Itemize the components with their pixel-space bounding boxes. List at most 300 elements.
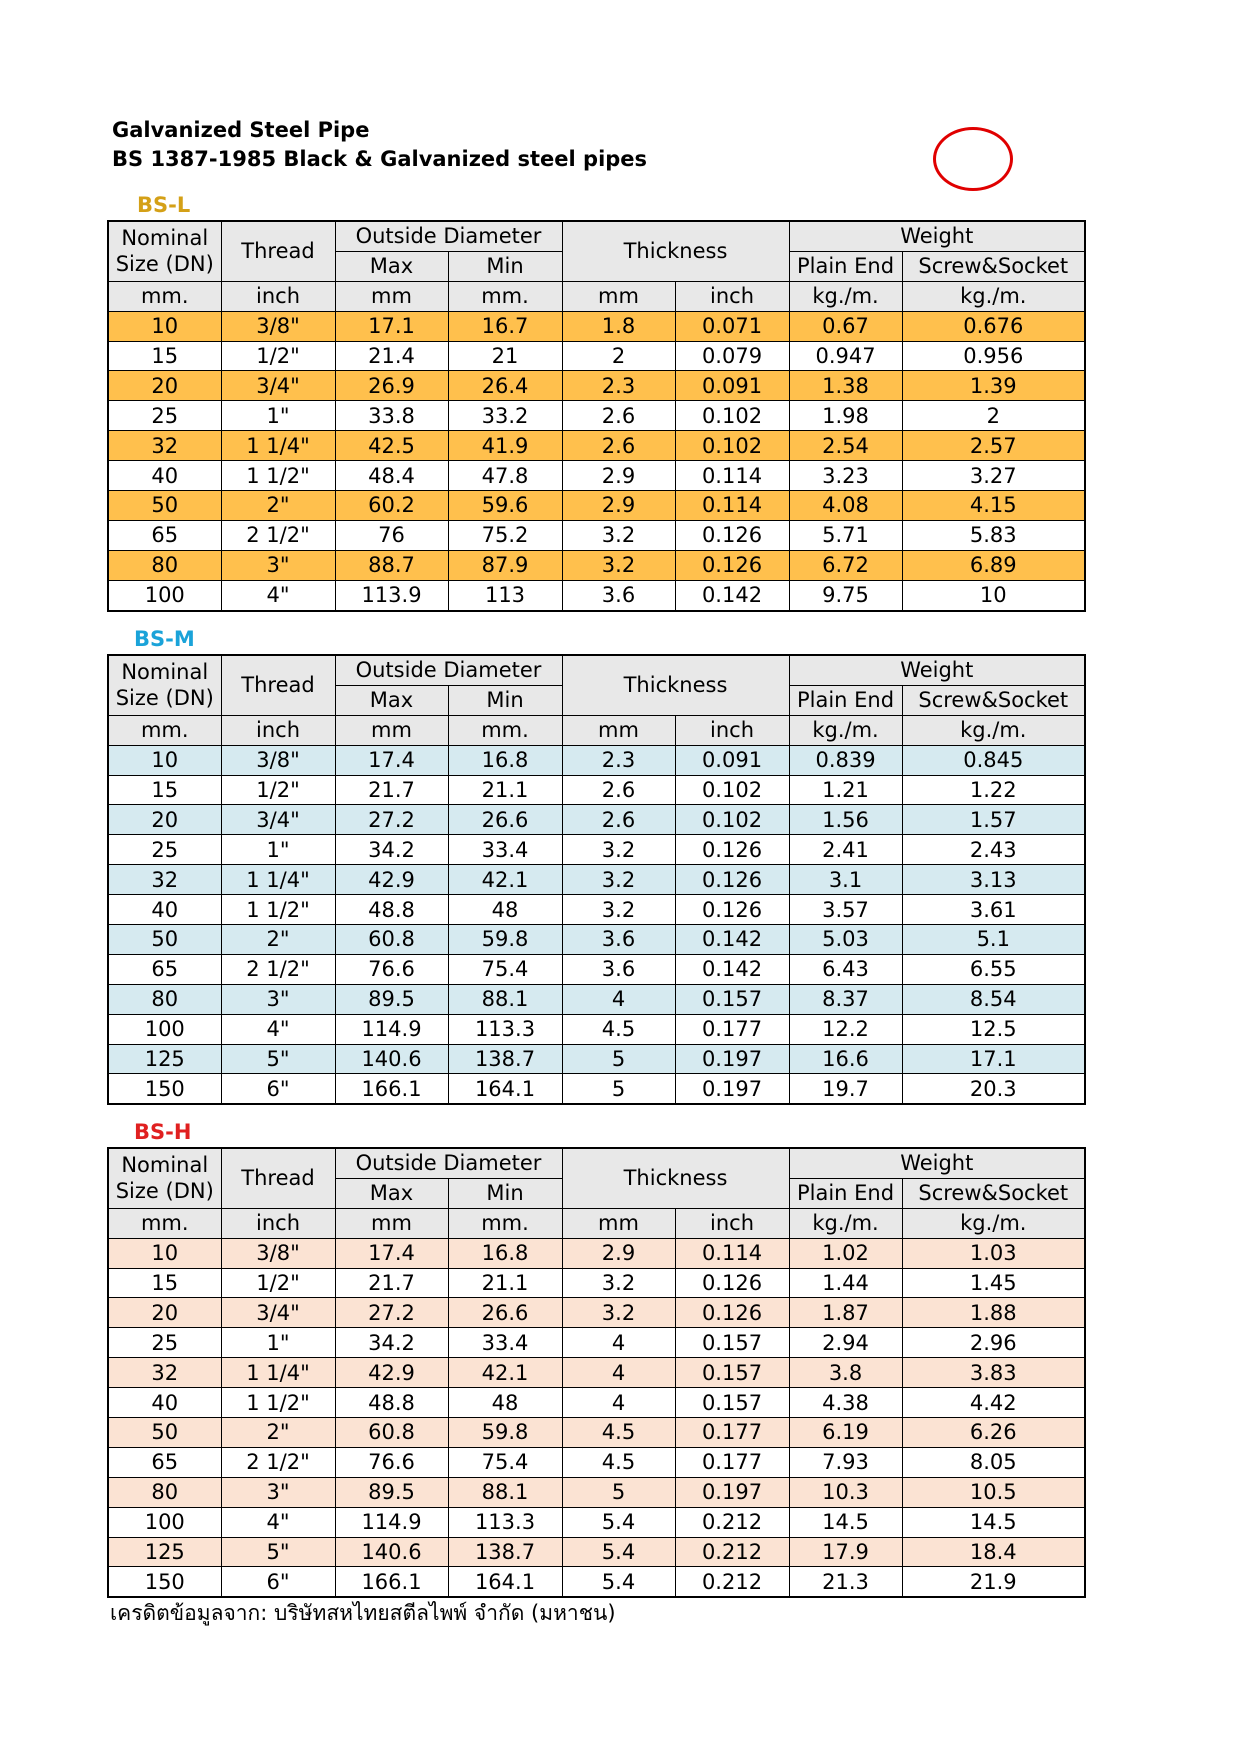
unit-cell: mm. [448, 1208, 562, 1238]
table-cell: 3.2 [562, 520, 675, 550]
table-cell: 3.2 [562, 550, 675, 580]
table-cell: 164.1 [448, 1567, 562, 1597]
table-cell: 2.9 [562, 461, 675, 491]
table-cell: 1.57 [902, 805, 1085, 835]
header-thickness: Thickness [562, 655, 789, 715]
table-row [108, 835, 1085, 865]
unit-cell: kg./m. [902, 715, 1085, 745]
table-cell: 100 [108, 1014, 221, 1044]
unit-cell: kg./m. [902, 1208, 1085, 1238]
table-cell: 2.96 [902, 1328, 1085, 1358]
table-cell: 3.8 [789, 1358, 902, 1388]
table-cell: 3.6 [562, 954, 675, 984]
table-cell: 2.3 [562, 371, 675, 401]
table-cell: 0.197 [675, 1044, 789, 1074]
table-cell: 1" [221, 835, 335, 865]
table-cell: 50 [108, 925, 221, 955]
table-cell: 3" [221, 550, 335, 580]
table-cell: 41.9 [448, 431, 562, 461]
table-row [108, 311, 1085, 341]
table-cell: 2" [221, 1418, 335, 1448]
table-cell: 75.4 [448, 954, 562, 984]
table-cell: 0.126 [675, 520, 789, 550]
table-row [108, 1014, 1085, 1044]
table-cell: 1.45 [902, 1268, 1085, 1298]
table-row [108, 341, 1085, 371]
table-cell: 8.37 [789, 984, 902, 1014]
table-cell: 5 [562, 1074, 675, 1104]
table-cell: 59.6 [448, 491, 562, 521]
table-cell: 0.839 [789, 745, 902, 775]
table-cell: 15 [108, 775, 221, 805]
table-cell: 2 [902, 401, 1085, 431]
table-cell: 1" [221, 1328, 335, 1358]
table-cell: 32 [108, 431, 221, 461]
header-weight: Weight [789, 655, 1085, 685]
table-cell: 0.142 [675, 580, 789, 610]
table-cell: 4" [221, 580, 335, 610]
header-screw-socket: Screw&Socket [902, 251, 1085, 281]
table-cell: 125 [108, 1537, 221, 1567]
unit-cell: mm [562, 715, 675, 745]
table-row [108, 461, 1085, 491]
table-cell: 16.8 [448, 745, 562, 775]
table-cell: 48 [448, 895, 562, 925]
table-cell: 20 [108, 1298, 221, 1328]
table-cell: 6.55 [902, 954, 1085, 984]
table-row [108, 1418, 1085, 1448]
table-cell: 8.05 [902, 1447, 1085, 1477]
table-row [108, 745, 1085, 775]
table-cell: 100 [108, 1507, 221, 1537]
table-cell: 5.1 [902, 925, 1085, 955]
table-cell: 150 [108, 1074, 221, 1104]
table-cell: 0.212 [675, 1537, 789, 1567]
table-cell: 17.4 [335, 745, 448, 775]
table-row [108, 865, 1085, 895]
table-cell: 6.26 [902, 1418, 1085, 1448]
red-circle-annotation [933, 127, 1013, 191]
table-cell: 19.7 [789, 1074, 902, 1104]
header-nominal-size [108, 655, 221, 715]
header-size-dn-label: Size (DN) [115, 1179, 214, 1204]
table-cell: 6" [221, 1567, 335, 1597]
table-cell: 125 [108, 1044, 221, 1074]
table-cell: 76.6 [335, 1447, 448, 1477]
table-cell: 88.1 [448, 1477, 562, 1507]
unit-cell: mm. [108, 715, 221, 745]
table-cell: 2.43 [902, 835, 1085, 865]
table-row [108, 1567, 1085, 1597]
table-cell: 10 [902, 580, 1085, 610]
table-cell: 50 [108, 1418, 221, 1448]
table-cell: 0.197 [675, 1074, 789, 1104]
table-row [108, 1537, 1085, 1567]
table-cell: 5" [221, 1537, 335, 1567]
table-cell: 0.845 [902, 745, 1085, 775]
table-row [108, 984, 1085, 1014]
unit-cell: mm [562, 1208, 675, 1238]
table-cell: 75.4 [448, 1447, 562, 1477]
table-cell: 17.9 [789, 1537, 902, 1567]
table-cell: 14.5 [902, 1507, 1085, 1537]
table-cell: 0.676 [902, 311, 1085, 341]
table-cell: 0.126 [675, 895, 789, 925]
table-cell: 76.6 [335, 954, 448, 984]
table-cell: 1 1/2" [221, 895, 335, 925]
table-cell: 4 [562, 1388, 675, 1418]
table-cell: 3/8" [221, 1238, 335, 1268]
table-cell: 42.5 [335, 431, 448, 461]
table-cell: 0.102 [675, 805, 789, 835]
table-cell: 0.126 [675, 1298, 789, 1328]
table-cell: 138.7 [448, 1537, 562, 1567]
table-cell: 33.4 [448, 835, 562, 865]
table-cell: 3/4" [221, 371, 335, 401]
header-size-dn-label: Size (DN) [115, 686, 214, 711]
table-cell: 3.23 [789, 461, 902, 491]
table-cell: 3/4" [221, 805, 335, 835]
table-cell: 4" [221, 1507, 335, 1537]
table-cell: 1.87 [789, 1298, 902, 1328]
unit-cell: mm. [448, 281, 562, 311]
table-cell: 1.02 [789, 1238, 902, 1268]
section-label-bs-h: BS-H [134, 1120, 192, 1144]
table-cell: 2.94 [789, 1328, 902, 1358]
header-row [108, 221, 1085, 251]
table-cell: 88.7 [335, 550, 448, 580]
table-cell: 3.6 [562, 925, 675, 955]
unit-cell: mm [335, 1208, 448, 1238]
table-cell: 1.98 [789, 401, 902, 431]
table-cell: 1 1/4" [221, 431, 335, 461]
table-cell: 114.9 [335, 1507, 448, 1537]
table-cell: 42.1 [448, 865, 562, 895]
table-cell: 25 [108, 1328, 221, 1358]
table-row [108, 954, 1085, 984]
table-cell: 10 [108, 311, 221, 341]
table-cell: 21.1 [448, 775, 562, 805]
units-row [108, 1208, 1085, 1238]
unit-cell: inch [675, 281, 789, 311]
table-cell: 4 [562, 984, 675, 1014]
table-row [108, 520, 1085, 550]
table-cell: 113 [448, 580, 562, 610]
table-cell: 4" [221, 1014, 335, 1044]
table-cell: 80 [108, 550, 221, 580]
unit-cell: mm. [108, 1208, 221, 1238]
table-cell: 48 [448, 1388, 562, 1418]
table-row [108, 550, 1085, 580]
table-cell: 2.6 [562, 431, 675, 461]
table-row [108, 1268, 1085, 1298]
table-cell: 16.7 [448, 311, 562, 341]
table-cell: 5.4 [562, 1507, 675, 1537]
unit-cell: inch [675, 1208, 789, 1238]
table-cell: 0.177 [675, 1014, 789, 1044]
table-cell: 40 [108, 461, 221, 491]
table-cell: 1.22 [902, 775, 1085, 805]
table-cell: 21.1 [448, 1268, 562, 1298]
unit-cell: inch [675, 715, 789, 745]
table-cell: 42.9 [335, 1358, 448, 1388]
header-nominal-label: Nominal [121, 1153, 209, 1178]
table-cell: 3" [221, 1477, 335, 1507]
table-cell: 0.67 [789, 311, 902, 341]
header-nominal-label: Nominal [121, 226, 209, 251]
table-cell: 5.4 [562, 1567, 675, 1597]
table-cell: 4.08 [789, 491, 902, 521]
table-cell: 12.5 [902, 1014, 1085, 1044]
table-cell: 0.102 [675, 431, 789, 461]
table-bs-m [107, 654, 1086, 1105]
table-cell: 2" [221, 925, 335, 955]
table-cell: 7.93 [789, 1447, 902, 1477]
table-cell: 15 [108, 1268, 221, 1298]
table-cell: 0.114 [675, 461, 789, 491]
table-cell: 65 [108, 1447, 221, 1477]
header-row [108, 1148, 1085, 1178]
header-outside-diameter: Outside Diameter [335, 1148, 562, 1178]
table-cell: 2 [562, 341, 675, 371]
table-cell: 18.4 [902, 1537, 1085, 1567]
table-cell: 6" [221, 1074, 335, 1104]
table-cell: 6.43 [789, 954, 902, 984]
table-cell: 6.19 [789, 1418, 902, 1448]
table-cell: 3.2 [562, 865, 675, 895]
header-min: Min [448, 1178, 562, 1208]
header-max: Max [335, 1178, 448, 1208]
table-cell: 65 [108, 520, 221, 550]
table-row [108, 895, 1085, 925]
table-cell: 17.4 [335, 1238, 448, 1268]
table-cell: 34.2 [335, 835, 448, 865]
table-cell: 6.72 [789, 550, 902, 580]
table-cell: 3/4" [221, 1298, 335, 1328]
table-cell: 0.177 [675, 1418, 789, 1448]
table-cell: 25 [108, 401, 221, 431]
table-cell: 1 1/2" [221, 461, 335, 491]
document-title: Galvanized Steel Pipe [112, 118, 370, 142]
table-cell: 138.7 [448, 1044, 562, 1074]
table-cell: 21.4 [335, 341, 448, 371]
unit-cell: kg./m. [902, 281, 1085, 311]
table-bs-l [107, 220, 1086, 612]
table-cell: 0.212 [675, 1567, 789, 1597]
table-cell: 48.8 [335, 1388, 448, 1418]
table-cell: 2.57 [902, 431, 1085, 461]
table-cell: 3.2 [562, 1298, 675, 1328]
table-cell: 140.6 [335, 1537, 448, 1567]
table-cell: 27.2 [335, 805, 448, 835]
unit-cell: kg./m. [789, 1208, 902, 1238]
table-cell: 50 [108, 491, 221, 521]
table-row [108, 371, 1085, 401]
table-cell: 2 1/2" [221, 520, 335, 550]
table-bs-h [107, 1147, 1086, 1598]
header-max: Max [335, 685, 448, 715]
header-row [108, 655, 1085, 685]
table-cell: 4.5 [562, 1418, 675, 1448]
table-cell: 5.83 [902, 520, 1085, 550]
table-cell: 2.9 [562, 491, 675, 521]
table-cell: 60.8 [335, 925, 448, 955]
table-cell: 4.5 [562, 1014, 675, 1044]
table-row [108, 1358, 1085, 1388]
table-row [108, 1507, 1085, 1537]
table-cell: 26.6 [448, 805, 562, 835]
section-label-bs-m: BS-M [134, 627, 195, 651]
table-cell: 10 [108, 745, 221, 775]
table-cell: 1.44 [789, 1268, 902, 1298]
table-cell: 164.1 [448, 1074, 562, 1104]
unit-cell: mm. [108, 281, 221, 311]
table-cell: 26.4 [448, 371, 562, 401]
table-row [108, 925, 1085, 955]
table-cell: 3.83 [902, 1358, 1085, 1388]
table-cell: 14.5 [789, 1507, 902, 1537]
table-row [108, 1044, 1085, 1074]
table-row [108, 431, 1085, 461]
table-cell: 166.1 [335, 1567, 448, 1597]
table-row [108, 1238, 1085, 1268]
header-nominal-size [108, 221, 221, 281]
table-cell: 0.197 [675, 1477, 789, 1507]
table-cell: 1 1/4" [221, 865, 335, 895]
table-cell: 3.2 [562, 1268, 675, 1298]
header-max: Max [335, 251, 448, 281]
table-cell: 60.8 [335, 1418, 448, 1448]
table-cell: 3.13 [902, 865, 1085, 895]
table-cell: 65 [108, 954, 221, 984]
header-weight: Weight [789, 221, 1085, 251]
table-cell: 0.102 [675, 401, 789, 431]
table-row [108, 1447, 1085, 1477]
table-cell: 6.89 [902, 550, 1085, 580]
table-row [108, 401, 1085, 431]
table-cell: 1.8 [562, 311, 675, 341]
table-cell: 88.1 [448, 984, 562, 1014]
table-cell: 26.9 [335, 371, 448, 401]
table-cell: 47.8 [448, 461, 562, 491]
table-cell: 0.091 [675, 371, 789, 401]
table-cell: 2.41 [789, 835, 902, 865]
table-cell: 113.3 [448, 1507, 562, 1537]
header-min: Min [448, 685, 562, 715]
header-thread: Thread [221, 1148, 335, 1208]
table-cell: 1.03 [902, 1238, 1085, 1268]
table-cell: 1.56 [789, 805, 902, 835]
table-cell: 5" [221, 1044, 335, 1074]
table-cell: 1/2" [221, 341, 335, 371]
table-cell: 48.4 [335, 461, 448, 491]
table-cell: 48.8 [335, 895, 448, 925]
table-cell: 27.2 [335, 1298, 448, 1328]
table-cell: 100 [108, 580, 221, 610]
table-cell: 0.157 [675, 1388, 789, 1418]
table-cell: 114.9 [335, 1014, 448, 1044]
table-cell: 17.1 [902, 1044, 1085, 1074]
header-weight: Weight [789, 1148, 1085, 1178]
unit-cell: kg./m. [789, 715, 902, 745]
header-outside-diameter: Outside Diameter [335, 655, 562, 685]
table-cell: 42.1 [448, 1358, 562, 1388]
table-cell: 0.126 [675, 835, 789, 865]
table-row [108, 805, 1085, 835]
table-cell: 1/2" [221, 775, 335, 805]
table-row [108, 1074, 1085, 1104]
table-cell: 21.7 [335, 1268, 448, 1298]
table-cell: 3.27 [902, 461, 1085, 491]
table-cell: 0.114 [675, 1238, 789, 1268]
header-screw-socket: Screw&Socket [902, 1178, 1085, 1208]
table-cell: 89.5 [335, 984, 448, 1014]
table-cell: 59.8 [448, 925, 562, 955]
table-cell: 0.956 [902, 341, 1085, 371]
table-cell: 0.142 [675, 954, 789, 984]
table-cell: 4 [562, 1328, 675, 1358]
table-cell: 3/8" [221, 745, 335, 775]
table-cell: 80 [108, 984, 221, 1014]
table-cell: 0.157 [675, 984, 789, 1014]
table-cell: 2.3 [562, 745, 675, 775]
table-cell: 1/2" [221, 1268, 335, 1298]
table-cell: 2.6 [562, 401, 675, 431]
table-cell: 8.54 [902, 984, 1085, 1014]
header-thickness: Thickness [562, 221, 789, 281]
table-cell: 1.21 [789, 775, 902, 805]
table-cell: 1.38 [789, 371, 902, 401]
table-cell: 87.9 [448, 550, 562, 580]
table-cell: 32 [108, 865, 221, 895]
unit-cell: inch [221, 281, 335, 311]
header-plain-end: Plain End [789, 251, 902, 281]
table-cell: 0.212 [675, 1507, 789, 1537]
unit-cell: mm. [448, 715, 562, 745]
table-cell: 1.88 [902, 1298, 1085, 1328]
table-row [108, 1328, 1085, 1358]
table-cell: 34.2 [335, 1328, 448, 1358]
table-cell: 2.6 [562, 805, 675, 835]
table-cell: 76 [335, 520, 448, 550]
table-cell: 32 [108, 1358, 221, 1388]
table-cell: 33.8 [335, 401, 448, 431]
header-screw-socket: Screw&Socket [902, 685, 1085, 715]
table-cell: 33.4 [448, 1328, 562, 1358]
table-cell: 75.2 [448, 520, 562, 550]
table-cell: 20 [108, 371, 221, 401]
table-row [108, 1298, 1085, 1328]
table-row [108, 1477, 1085, 1507]
unit-cell: mm [562, 281, 675, 311]
table-cell: 5 [562, 1044, 675, 1074]
section-label-bs-l: BS-L [137, 193, 191, 217]
table-cell: 0.114 [675, 491, 789, 521]
table-cell: 3.61 [902, 895, 1085, 925]
header-outside-diameter: Outside Diameter [335, 221, 562, 251]
header-thickness: Thickness [562, 1148, 789, 1208]
table-cell: 0.079 [675, 341, 789, 371]
table-cell: 42.9 [335, 865, 448, 895]
header-nominal-size [108, 1148, 221, 1208]
table-cell: 4.38 [789, 1388, 902, 1418]
table-cell: 17.1 [335, 311, 448, 341]
table-cell: 25 [108, 835, 221, 865]
table-cell: 3" [221, 984, 335, 1014]
table-cell: 2 1/2" [221, 1447, 335, 1477]
table-cell: 3.1 [789, 865, 902, 895]
table-cell: 3.57 [789, 895, 902, 925]
